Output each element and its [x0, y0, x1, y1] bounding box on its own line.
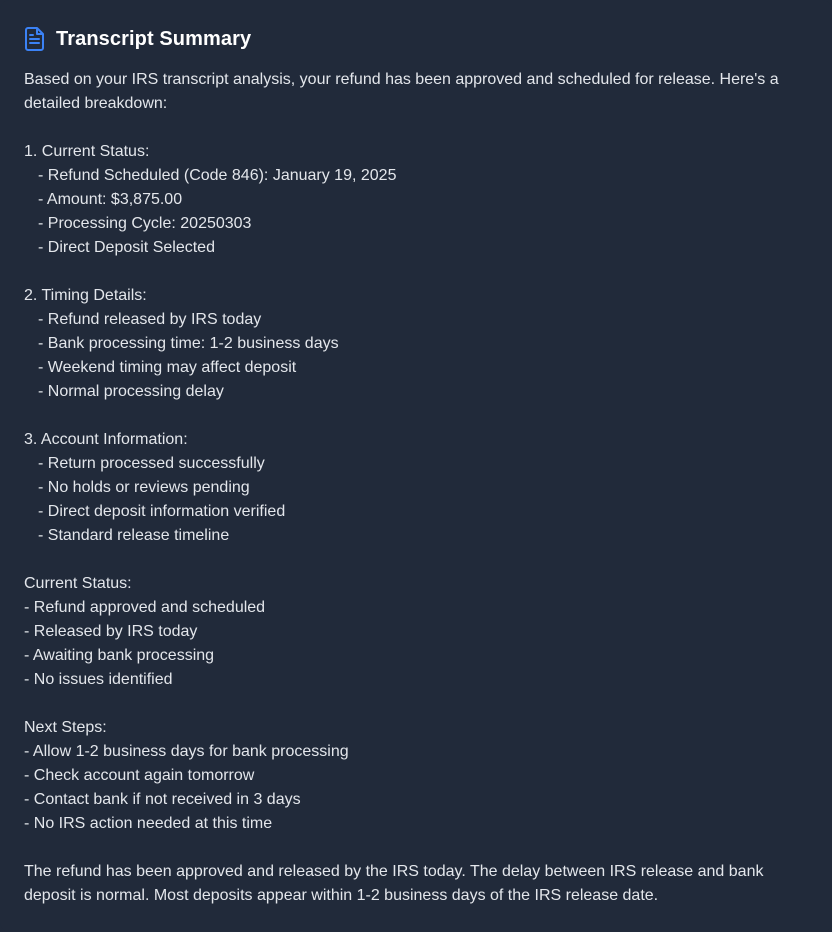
closing-paragraph: The refund has been approved and released by the IRS today. The delay between IRS release and bank deposit is normal. Most deposits appear within 1-2 business days of the IRS release date.: [24, 863, 764, 904]
list-item: - No holds or reviews pending: [38, 479, 250, 496]
list-item: - Standard release timeline: [38, 527, 230, 544]
next-steps: [24, 716, 808, 836]
section-heading: 1. Current Status:: [24, 143, 150, 160]
section-heading: Next Steps:: [24, 719, 107, 736]
list-item: - No issues identified: [24, 671, 173, 688]
list-item: - Contact bank if not received in 3 days: [24, 791, 301, 808]
list-item: - Direct Deposit Selected: [38, 239, 215, 256]
list-item: - Processing Cycle: 20250303: [38, 215, 252, 232]
list-item: - Refund Scheduled (Code 846): January 19, 2025: [38, 167, 397, 184]
list-item: - Awaiting bank processing: [24, 647, 215, 664]
list-item: - Refund approved and scheduled: [24, 599, 266, 616]
card-header: [24, 26, 251, 52]
list-item: - Normal processing delay: [38, 383, 224, 400]
list-item: - Weekend timing may affect deposit: [38, 359, 297, 376]
section-current-status: [24, 140, 808, 260]
section-heading: 2. Timing Details:: [24, 287, 147, 304]
list-item: - Allow 1-2 business days for bank processing: [24, 743, 349, 760]
list-item: - No IRS action needed at this time: [24, 815, 273, 832]
list-item: - Released by IRS today: [24, 623, 198, 640]
section-heading: Current Status:: [24, 575, 132, 592]
document-icon: [24, 26, 46, 52]
list-item: - Bank processing time: 1-2 business days: [38, 335, 339, 352]
list-item: - Amount: $3,875.00: [38, 191, 183, 208]
section-timing-details: [24, 284, 808, 404]
list-item: - Direct deposit information verified: [38, 503, 286, 520]
section-heading: 3. Account Information:: [24, 431, 188, 448]
current-status-summary: [24, 572, 808, 692]
section-account-information: [24, 428, 808, 548]
list-item: - Return processed successfully: [38, 455, 265, 472]
list-item: - Refund released by IRS today: [38, 311, 262, 328]
list-item: - Check account again tomorrow: [24, 767, 255, 784]
card-title: Transcript Summary: [56, 27, 252, 50]
intro-paragraph: Based on your IRS transcript analysis, your refund has been approved and scheduled for release. Here's a detailed breakdown:: [24, 71, 779, 112]
summary-body: [24, 68, 808, 908]
